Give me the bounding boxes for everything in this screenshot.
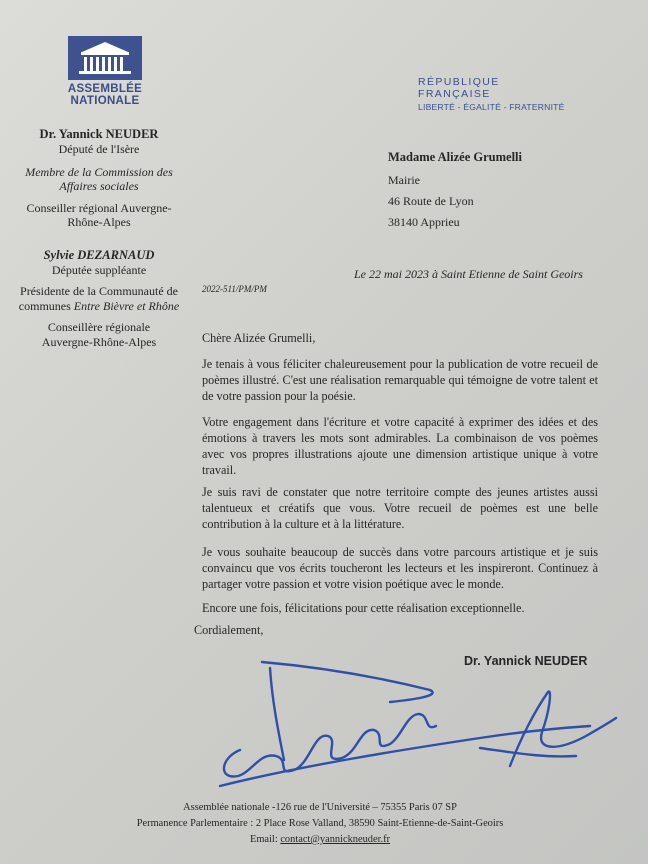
paragraph-1 [202,356,598,404]
footer-email-link[interactable]: contact@yannickneuder.fr [280,834,390,845]
footer-permanence: Permanence Parlementaire : 2 Place Rose Valland, 38590 Saint-Etienne-de-Saint-Geoirs [136,818,504,829]
recipient-name [388,150,522,165]
recipient-line2: 46 Route de Lyon [388,194,474,208]
paragraph-5 [202,600,598,616]
paragraph-5-text: Encore une fois, félicitations pour cette réalisation exceptionnelle. [202,601,525,615]
letter-date: Le 22 mai 2023 à Saint Etienne de Saint Geoirs [354,267,583,281]
paragraph-2-text: Votre engagement dans l'écriture et votre capacité à exprimer des idées et des émotions à travers les mots sont admirables. La combinaison de vos poèmes avec vos propres illustrations ajoute une dimension artistique unique à votre travail. [202,415,598,477]
sender-name: Dr. Yannick NEUDER [39,127,159,141]
paragraph-4 [202,544,598,592]
footer-address: Assemblée nationale -126 rue de l'Université – 75355 Paris 07 SP [183,802,457,813]
republic-header [418,76,568,112]
paragraph-2 [202,414,598,478]
signer-name: Dr. Yannick NEUDER [464,654,588,668]
logo-line1: ASSEMBLÉE [67,83,143,95]
footer-email-line [100,834,540,845]
deputy-block [0,248,198,350]
letter-reference: 2022-511/PM/PM [202,284,267,294]
footer-email-label: Email: [250,834,278,845]
deputy-name: Sylvie DEZARNAUD [43,248,155,262]
deputy-presidency-name: Entre Bièvre et Rhône [73,299,180,313]
recipient-line1: Mairie [388,173,420,187]
recipient-line3: 38140 Apprieu [388,215,460,229]
deputy-presidency-prefix: Présidente de la Communauté de communes [18,284,178,313]
paragraph-3-text: Je suis ravi de constater que notre territoire compte des jeunes artistes aussi talentueux et créatifs que vous. Votre recueil de poèmes est une belle contribution à la culture et à la littérature. [202,485,598,531]
closing: Cordialement, [194,623,264,637]
recipient-name-text: Madame Alizée Grumelli [388,150,522,164]
paragraph-3 [202,484,598,532]
paragraph-1-text: Je tenais à vous féliciter chaleureusement pour la publication de votre recueil de poèmes illustré. C'est une réalisation remarquable qui témoigne de votre talent et de votre passion pour la poésie. [202,357,598,403]
sender-title: Député de l'Isère [58,142,140,156]
hemicycle-icon [68,36,142,80]
logo-line2: NATIONALE [70,95,140,107]
sender-block [0,127,198,229]
deputy-regional: Conseillère régionale Auvergne-Rhône-Alpes [41,320,157,349]
deputy-presidency [0,284,198,314]
assemblee-nationale-logo [62,36,148,107]
paragraph-4-text: Je vous souhaite beaucoup de succès dans votre parcours artistique et je suis convaincu que vos écrits toucheront les lecteurs et les inspireront. Continuez à partager votre passion et votre vision poétique avec le monde. [202,545,598,591]
deputy-title: Députée suppléante [51,263,147,277]
handwritten-signature [180,640,620,790]
sender-commission: Membre de la Commission des Affaires sociales [25,165,173,193]
sender-regional: Conseiller régional Auvergne-Rhône-Alpes [26,201,172,229]
republic-name: RÉPUBLIQUE FRANÇAISE [418,76,500,100]
salutation: Chère Alizée Grumelli, [202,331,316,345]
republic-motto: LIBERTÉ - ÉGALITÉ - FRATERNITÉ [418,102,565,112]
